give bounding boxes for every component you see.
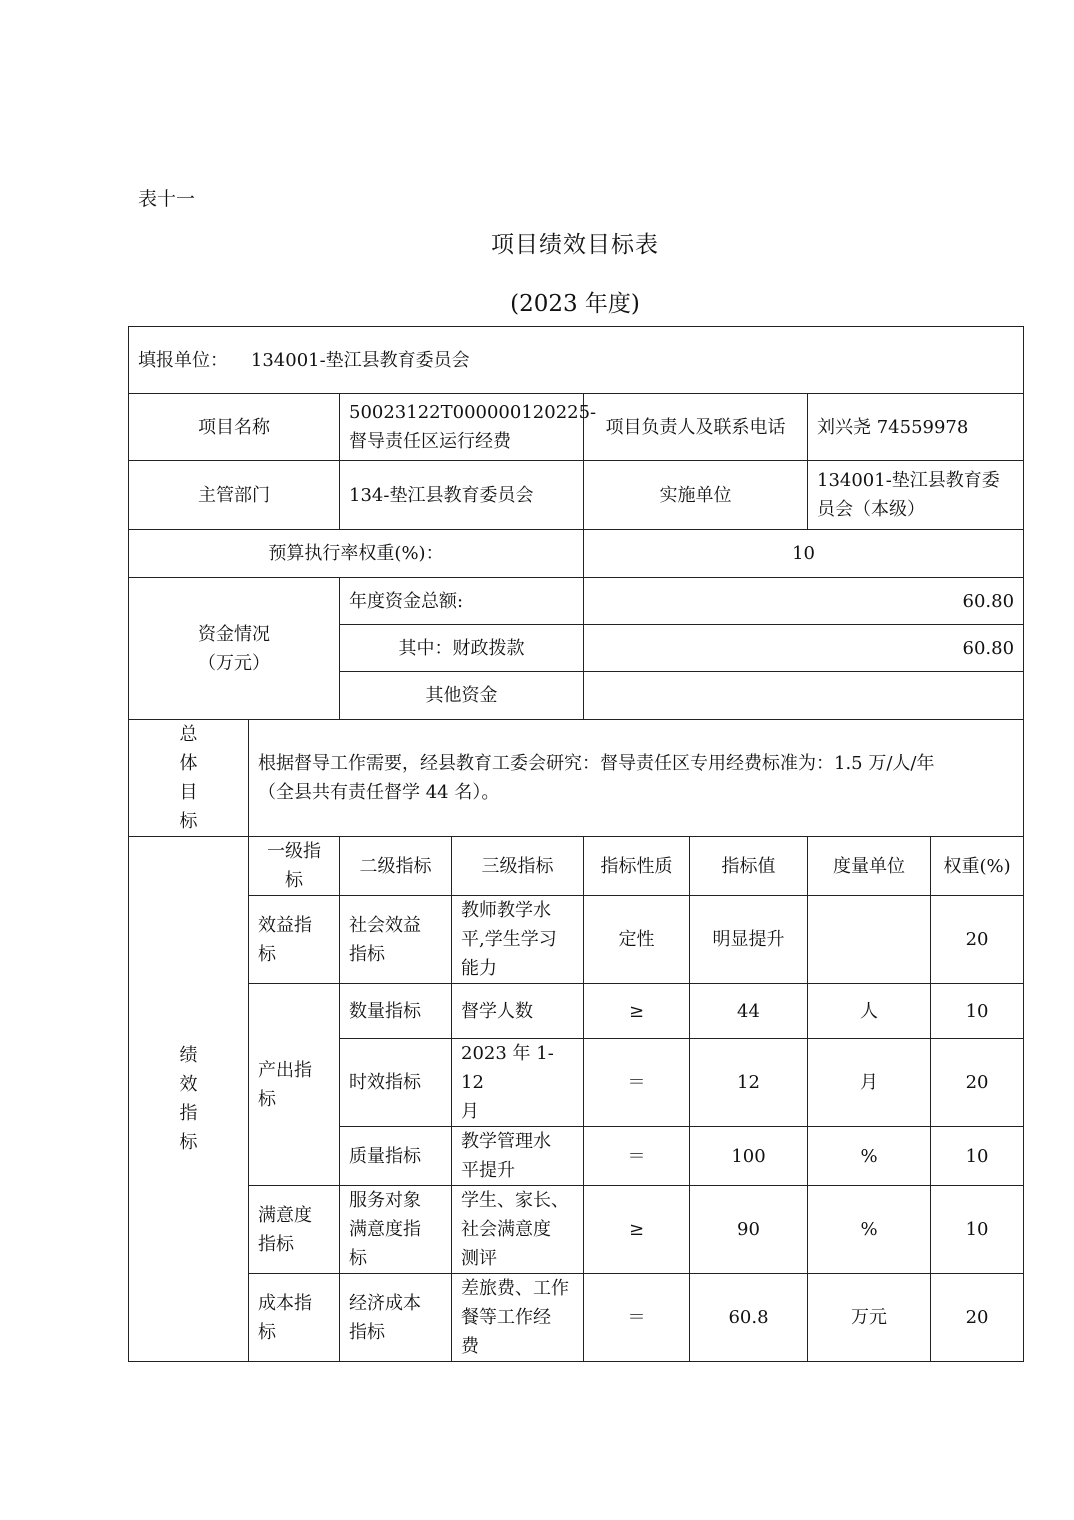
l3-line: 社会满意度 xyxy=(461,1219,551,1240)
l3-line: 2023 年 1-12 xyxy=(461,1043,554,1093)
budget-weight-row xyxy=(129,530,1024,578)
funds-other-value xyxy=(584,672,1024,720)
indicator-unit: 万元 xyxy=(808,1274,931,1362)
project-code: 50023122T000000120225- xyxy=(349,402,597,423)
indicator-level2 xyxy=(340,1186,452,1274)
funds-total-value: 60.80 xyxy=(584,578,1024,625)
indicator-weight: 10 xyxy=(931,984,1024,1039)
budget-weight-label: 预算执行率权重(%)： xyxy=(129,530,584,578)
indicator-nature: ＝ xyxy=(584,1127,690,1186)
project-contact-value: 刘兴尧 74559978 xyxy=(808,394,1024,461)
indicator-nature: ＝ xyxy=(584,1274,690,1362)
indicator-level3: 督学人数 xyxy=(452,984,584,1039)
indicator-level3 xyxy=(452,1039,584,1127)
implementing-unit-value xyxy=(808,461,1024,530)
performance-indicators-label xyxy=(129,837,249,1362)
indicator-level2: 数量指标 xyxy=(340,984,452,1039)
l3-line: 平提升 xyxy=(461,1160,515,1181)
header-level2: 二级指标 xyxy=(340,837,452,896)
l2-line: 服务对象 xyxy=(349,1190,421,1211)
reporting-unit-value: 134001-垫江县教育委员会 xyxy=(250,349,470,371)
l3-line: 能力 xyxy=(461,958,497,979)
funds-label xyxy=(129,578,340,720)
indicator-row xyxy=(129,1186,1024,1274)
indicator-row xyxy=(129,1274,1024,1362)
indicator-nature: ＝ xyxy=(584,1039,690,1127)
header-level1-line: 一级指 xyxy=(267,841,321,862)
implementing-unit-line2: 员会（本级） xyxy=(817,499,925,520)
l3-line: 差旅费、工作 xyxy=(461,1278,569,1299)
indicator-weight: 20 xyxy=(931,1039,1024,1127)
l1-line: 指标 xyxy=(258,1233,294,1255)
l1-line: 满意度 xyxy=(258,1204,312,1226)
performance-char: 指 xyxy=(179,1103,198,1124)
header-level1-line: 标 xyxy=(285,870,303,891)
project-title: 督导责任区运行经费 xyxy=(349,431,511,452)
reporting-unit-row xyxy=(129,327,1024,394)
department-value: 134-垫江县教育委员会 xyxy=(340,461,584,530)
indicator-unit: % xyxy=(808,1127,931,1186)
indicator-weight: 20 xyxy=(931,1274,1024,1362)
l2-line: 满意度指 xyxy=(349,1219,421,1240)
l3-line: 教师教学水 xyxy=(461,900,551,921)
indicator-unit: % xyxy=(808,1186,931,1274)
overall-goal-char: 体 xyxy=(179,753,198,774)
overall-goal-char: 总 xyxy=(179,724,198,745)
indicator-value: 12 xyxy=(690,1039,808,1127)
table-number-label: 表十一 xyxy=(138,188,196,210)
l2-line: 指标 xyxy=(349,943,385,965)
l3-line: 餐等工作经 xyxy=(461,1307,551,1328)
indicator-header-row xyxy=(129,837,1024,896)
indicator-unit: 人 xyxy=(808,984,931,1039)
performance-char: 效 xyxy=(179,1074,198,1095)
l2-line: 经济成本 xyxy=(349,1292,421,1314)
indicator-value: 明显提升 xyxy=(690,896,808,984)
l2-line: 指标 xyxy=(349,1321,385,1343)
budget-weight-value: 10 xyxy=(584,530,1024,578)
funds-other-label: 其他资金 xyxy=(340,672,584,720)
header-unit: 度量单位 xyxy=(808,837,931,896)
l1-line: 效益指 xyxy=(258,914,312,936)
page-title: 项目绩效目标表 xyxy=(491,232,659,258)
header-value: 指标值 xyxy=(690,837,808,896)
l2-line: 标 xyxy=(349,1248,367,1269)
indicator-row xyxy=(129,896,1024,984)
l1-line: 产出指 xyxy=(258,1059,312,1081)
l3-line: 费 xyxy=(461,1336,479,1357)
indicator-unit: 月 xyxy=(808,1039,931,1127)
indicator-weight: 10 xyxy=(931,1186,1024,1274)
overall-goal-line2: （全县共有责任督学 44 名）。 xyxy=(258,782,500,803)
l1-line: 标 xyxy=(258,1321,276,1343)
project-contact-label: 项目负责人及联系电话 xyxy=(584,394,808,461)
indicator-weight: 20 xyxy=(931,896,1024,984)
indicator-nature: ≥ xyxy=(584,1186,690,1274)
indicator-level1 xyxy=(249,1186,340,1274)
indicator-value: 90 xyxy=(690,1186,808,1274)
indicator-level2 xyxy=(340,896,452,984)
funds-label-line2: （万元） xyxy=(198,652,270,674)
indicator-level3 xyxy=(452,1274,584,1362)
indicator-unit xyxy=(808,896,931,984)
indicator-level3 xyxy=(452,1127,584,1186)
indicator-level1 xyxy=(249,1274,340,1362)
overall-goal-text xyxy=(249,720,1024,837)
implementing-unit-label: 实施单位 xyxy=(584,461,808,530)
l1-line: 标 xyxy=(258,943,276,965)
indicator-nature: ≥ xyxy=(584,984,690,1039)
project-name-label: 项目名称 xyxy=(129,394,340,461)
reporting-unit-cell xyxy=(129,327,1024,394)
overall-goal-label xyxy=(129,720,249,837)
performance-char: 标 xyxy=(179,1132,198,1153)
project-name-value xyxy=(340,394,597,461)
performance-char: 绩 xyxy=(179,1045,198,1066)
department-label: 主管部门 xyxy=(129,461,340,530)
indicator-nature: 定性 xyxy=(584,896,690,984)
indicator-row xyxy=(129,984,1024,1039)
indicator-value: 60.8 xyxy=(690,1274,808,1362)
indicator-level1 xyxy=(249,896,340,984)
indicator-level2 xyxy=(340,1274,452,1362)
project-name-row xyxy=(129,394,1024,461)
indicator-level3 xyxy=(452,896,584,984)
indicator-value: 44 xyxy=(690,984,808,1039)
header-level1 xyxy=(249,837,340,896)
l1-line: 标 xyxy=(258,1088,276,1110)
l3-line: 平,学生学习 xyxy=(461,929,557,950)
indicator-level3 xyxy=(452,1186,584,1274)
header-nature: 指标性质 xyxy=(584,837,690,896)
funds-total-row xyxy=(129,578,1024,625)
indicator-value: 100 xyxy=(690,1127,808,1186)
l3-line: 教学管理水 xyxy=(461,1131,551,1152)
header-weight: 权重(%) xyxy=(931,837,1024,896)
overall-goal-char: 目 xyxy=(179,782,198,803)
performance-target-table xyxy=(128,326,1024,1362)
l1-line: 成本指 xyxy=(258,1292,312,1314)
l3-line: 测评 xyxy=(461,1248,497,1269)
page-subtitle-year: (2023 年度) xyxy=(510,291,640,317)
funds-fiscal-label: 其中：财政拨款 xyxy=(340,625,584,672)
indicator-level2: 质量指标 xyxy=(340,1127,452,1186)
reporting-unit-label: 填报单位： xyxy=(138,349,228,371)
department-row xyxy=(129,461,1024,530)
implementing-unit-line1: 134001-垫江县教育委 xyxy=(817,470,1000,491)
indicator-level1 xyxy=(249,984,340,1186)
l2-line: 社会效益 xyxy=(349,914,421,936)
funds-fiscal-value: 60.80 xyxy=(584,625,1024,672)
overall-goal-line1: 根据督导工作需要，经县教育工委会研究：督导责任区专用经费标准为：1.5 万/人/年 xyxy=(258,753,935,774)
funds-label-line1: 资金情况 xyxy=(198,623,270,645)
header-level3: 三级指标 xyxy=(452,837,584,896)
l3-line: 月 xyxy=(461,1101,479,1122)
indicator-level2: 时效指标 xyxy=(340,1039,452,1127)
overall-goal-char: 标 xyxy=(179,811,198,832)
overall-goal-row xyxy=(129,720,1024,837)
l3-line: 学生、家长、 xyxy=(461,1190,569,1211)
indicator-weight: 10 xyxy=(931,1127,1024,1186)
funds-total-label: 年度资金总额: xyxy=(340,578,584,625)
